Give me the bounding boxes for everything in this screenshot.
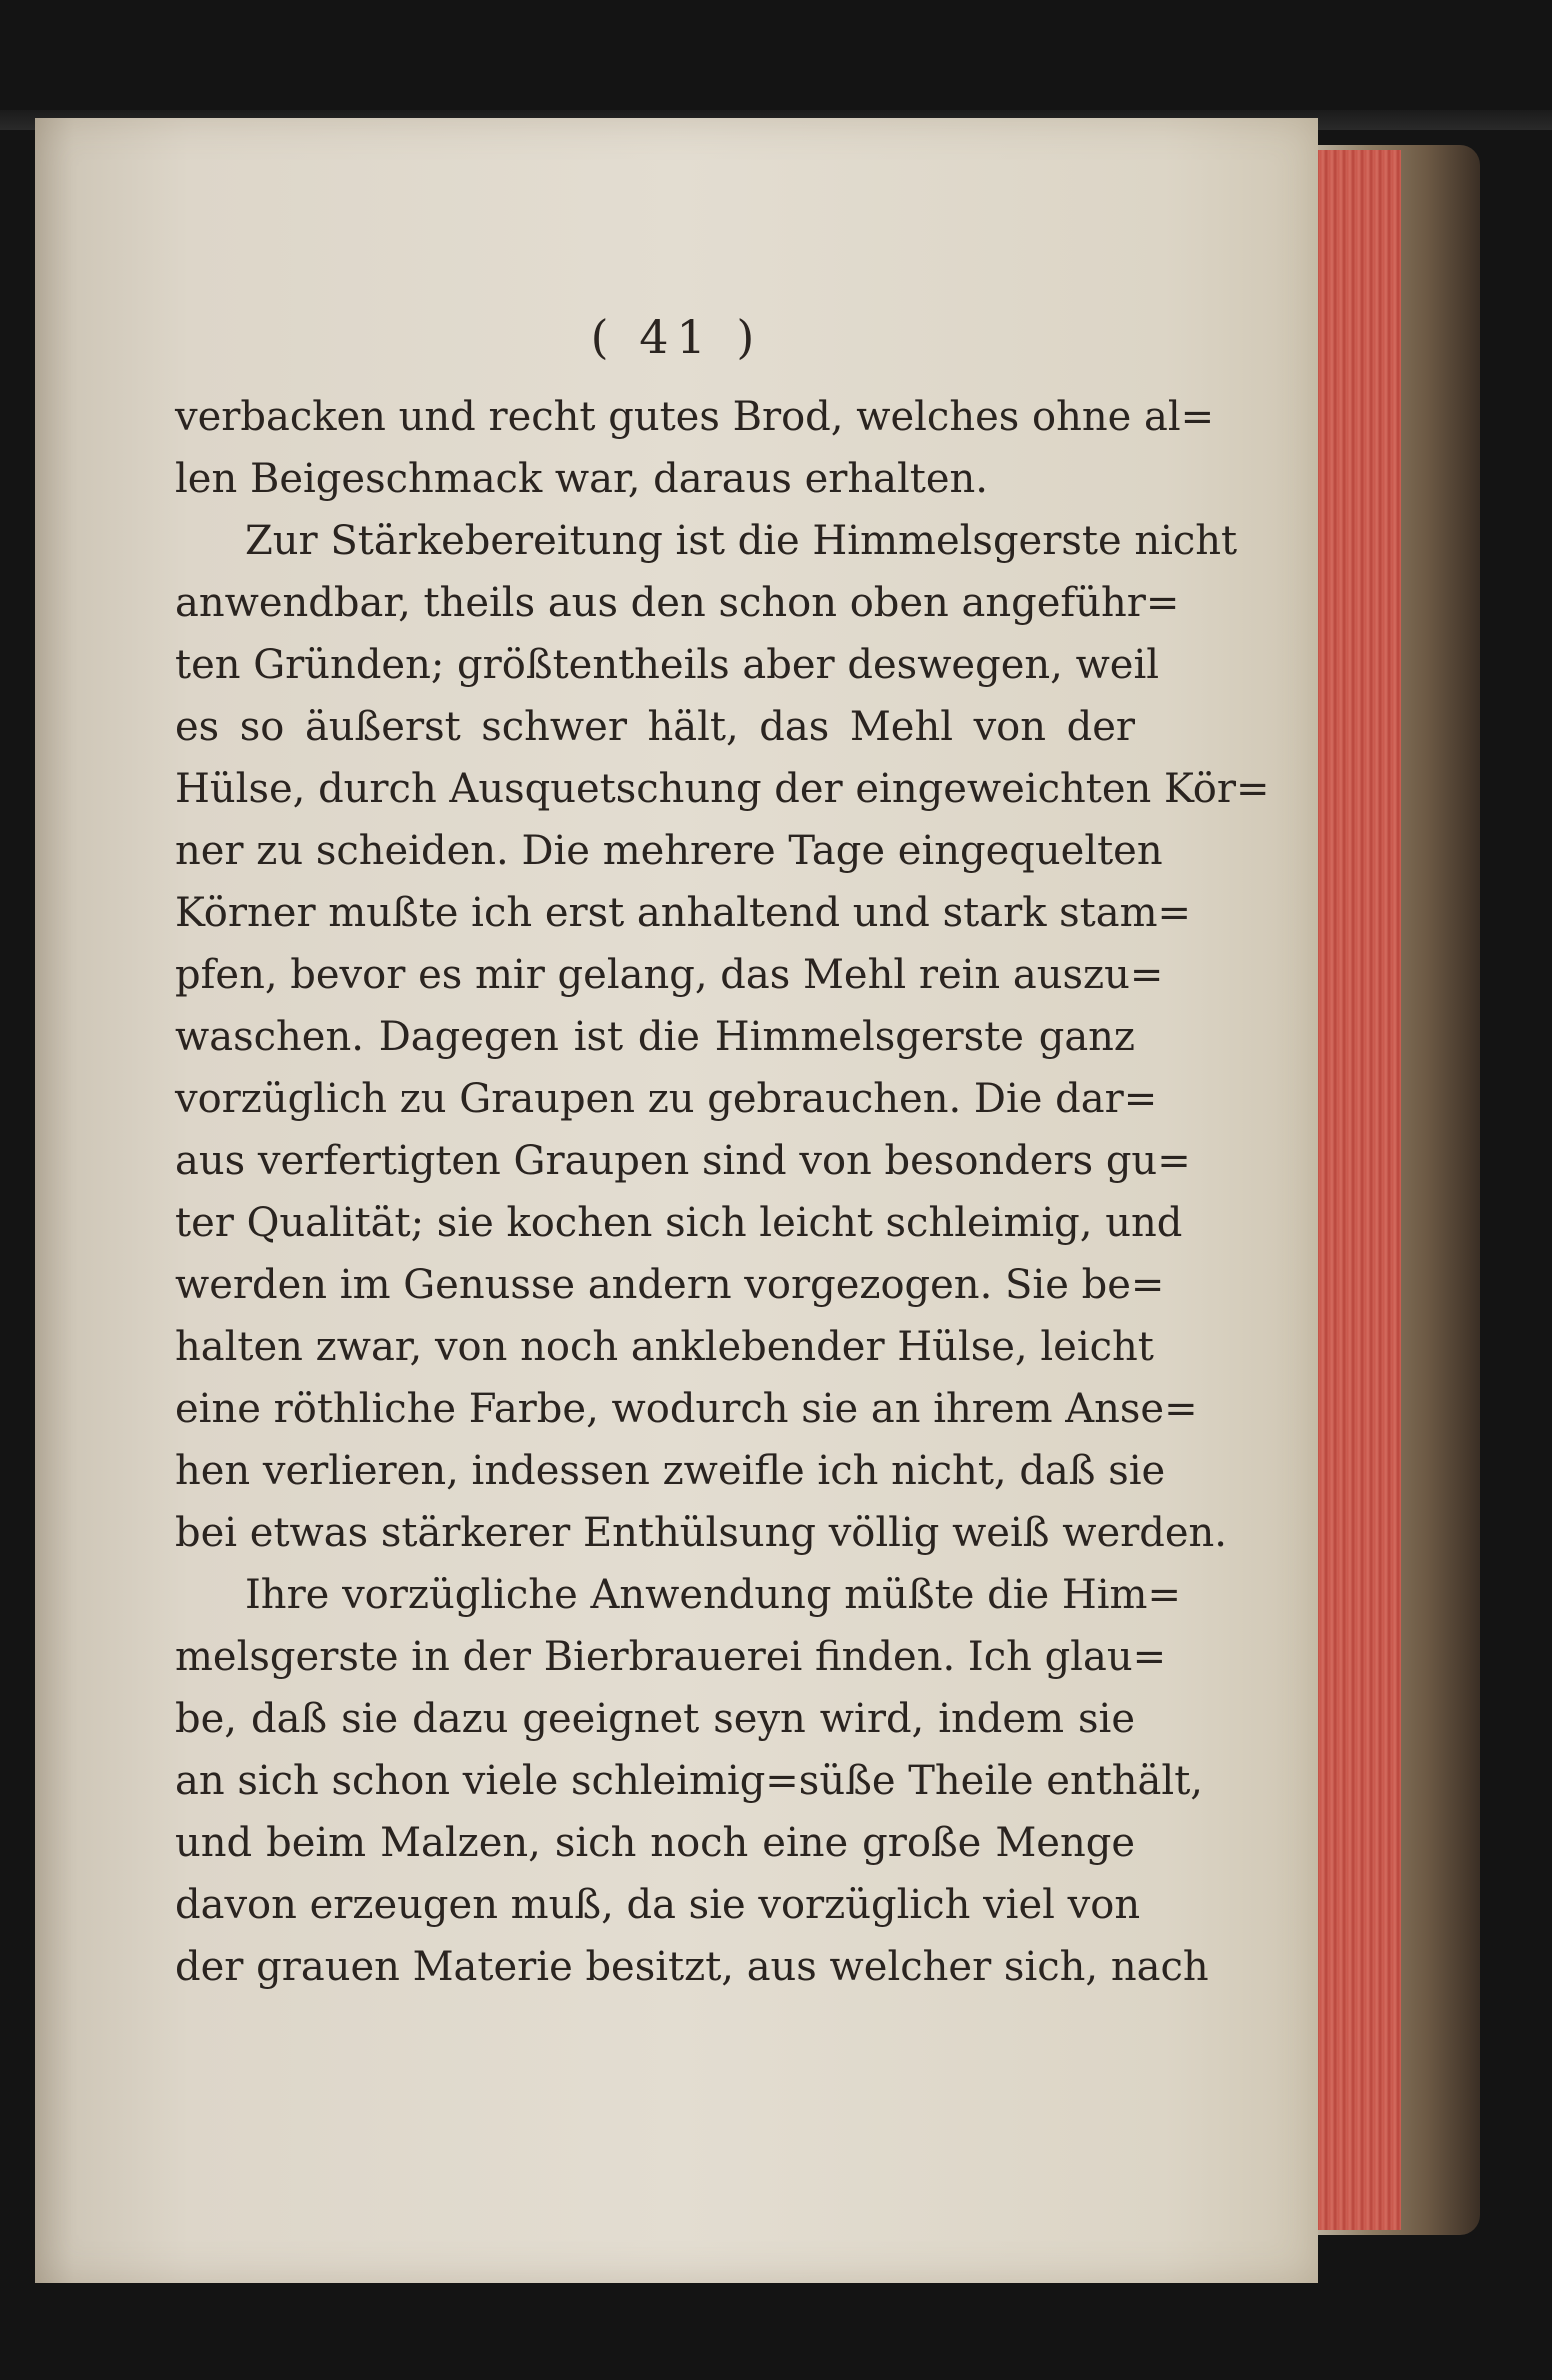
text-line: es so äußerst schwer hält, das Mehl von der: [175, 704, 1135, 750]
text-line: melsgerste in der Bierbrauerei finden. Ich glau=: [175, 1634, 1167, 1680]
text-line: verbacken und recht gutes Brod, welches ohne al=: [175, 394, 1215, 440]
background-bottom: [0, 2283, 1552, 2380]
text-line: ner zu scheiden. Die mehrere Tage eingequelten: [175, 828, 1163, 874]
text-line: Zur Stärkebereitung ist die Himmelsgerste nicht: [245, 518, 1238, 564]
text-line: hen verlieren, indessen zweifle ich nicht, daß sie: [175, 1448, 1166, 1494]
text-line: halten zwar, von noch anklebender Hülse, leicht: [175, 1324, 1154, 1370]
text-line: aus verfertigten Graupen sind von besonders gu=: [175, 1138, 1191, 1184]
text-line: be, daß sie dazu geeignet seyn wird, indem sie: [175, 1696, 1135, 1742]
text-line: der grauen Materie besitzt, aus welcher sich, nach: [175, 1944, 1209, 1990]
red-page-edges: [1305, 150, 1401, 2230]
text-line: ten Gründen; größtentheils aber deswegen, weil: [175, 642, 1160, 688]
book-page: [35, 118, 1318, 2283]
text-line: an sich schon viele schleimig=süße Theile enthält,: [175, 1758, 1203, 1804]
text-line: davon erzeugen muß, da sie vorzüglich viel von: [175, 1882, 1141, 1928]
body-text: [175, 386, 1270, 1998]
text-line: bei etwas stärkerer Enthülsung völlig weiß werden.: [175, 1510, 1227, 1556]
text-line: Hülse, durch Ausquetschung der eingeweichten Kör=: [175, 766, 1270, 812]
text-line: Ihre vorzügliche Anwendung müßte die Him=: [245, 1572, 1181, 1618]
text-line: vorzüglich zu Graupen zu gebrauchen. Die dar=: [175, 1076, 1158, 1122]
text-line: waschen. Dagegen ist die Himmelsgerste ganz: [175, 1014, 1135, 1060]
text-line: Körner mußte ich erst anhaltend und stark stam=: [175, 890, 1192, 936]
text-line: anwendbar, theils aus den schon oben angeführ=: [175, 580, 1180, 626]
text-line: eine röthliche Farbe, wodurch sie an ihrem Anse=: [175, 1386, 1198, 1432]
text-line: werden im Genusse andern vorgezogen. Sie be=: [175, 1262, 1165, 1308]
text-line: pfen, bevor es mir gelang, das Mehl rein auszu=: [175, 952, 1164, 998]
page-number: ( 41 ): [590, 310, 763, 364]
text-line: ter Qualität; sie kochen sich leicht schleimig, und: [175, 1200, 1183, 1246]
text-line: len Beigeschmack war, daraus erhalten.: [175, 456, 988, 502]
text-line: und beim Malzen, sich noch eine große Menge: [175, 1820, 1135, 1866]
